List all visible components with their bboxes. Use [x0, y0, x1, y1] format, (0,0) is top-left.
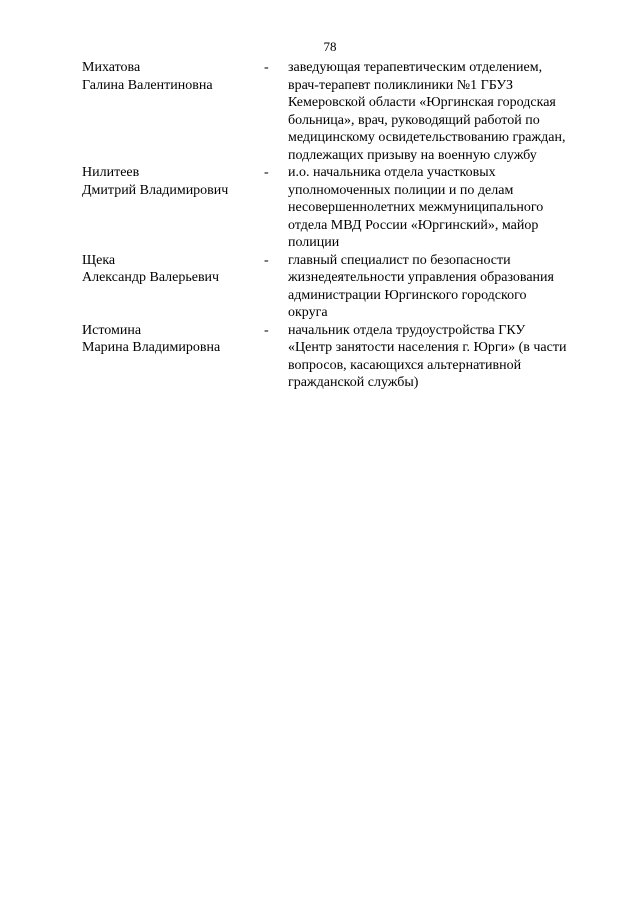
member-name — [82, 59, 264, 164]
member-given-names: Александр Валерьевич — [82, 270, 220, 285]
member-position-line: и.о. начальника отдела участковых — [288, 165, 496, 180]
member-position-line: округа — [288, 305, 328, 320]
member-position-line: отдела МВД России «Юргинский», майор — [288, 217, 539, 233]
member-position-line: Кемеровской области «Юргинская городская — [288, 95, 556, 110]
member-position — [288, 322, 592, 392]
member-position-line: «Центр занятости населения г. Юрги» (в части — [288, 340, 567, 355]
member-position-line: медицинскому освидетельствованию граждан, — [288, 130, 566, 145]
member-given-names: Галина Валентиновна — [82, 77, 213, 93]
member-position-line: уполномоченных полиции и по делам — [288, 182, 514, 198]
member-position-line: полиции — [288, 235, 340, 250]
member-position-line: несовершеннолетних межмуниципального — [288, 200, 544, 215]
member-position-line: врач-терапевт поликлиники №1 ГБУЗ — [288, 77, 513, 93]
member-entry — [82, 164, 602, 252]
member-position-line: начальник отдела трудоустройства ГКУ — [288, 322, 526, 338]
member-position-line: вопросов, касающихся альтернативной — [288, 357, 522, 373]
member-name — [82, 164, 264, 252]
member-position-line: администрации Юргинского городского — [288, 287, 527, 303]
member-position-line: жизнедеятельности управления образования — [288, 270, 554, 285]
member-given-names: Дмитрий Владимирович — [82, 182, 229, 198]
member-position-line: заведующая терапевтическим отделением, — [288, 60, 543, 75]
member-surname: Нилитеев — [82, 165, 140, 180]
member-given-names: Марина Владимировна — [82, 340, 221, 355]
member-entry — [82, 252, 602, 322]
member-position-line: больница», врач, руководящий работой по — [288, 112, 540, 128]
member-name — [82, 252, 264, 322]
member-dash: - — [264, 60, 269, 75]
member-entry — [82, 322, 602, 392]
member-list — [82, 59, 602, 392]
member-dash: - — [264, 165, 269, 180]
member-position — [288, 59, 592, 164]
member-surname: Щека — [82, 252, 116, 268]
member-position-line: главный специалист по безопасности — [288, 252, 511, 268]
member-surname: Михатова — [82, 60, 141, 75]
member-entry — [82, 59, 602, 164]
member-position-line: подлежащих призыву на военную службу — [288, 147, 537, 163]
member-name — [82, 322, 264, 392]
member-dash: - — [264, 252, 269, 268]
member-surname: Истомина — [82, 322, 142, 338]
member-position-line: гражданской службы) — [288, 375, 419, 390]
member-position — [288, 164, 592, 252]
page-number: 78 — [323, 39, 337, 54]
member-position — [288, 252, 592, 322]
member-dash: - — [264, 322, 269, 338]
